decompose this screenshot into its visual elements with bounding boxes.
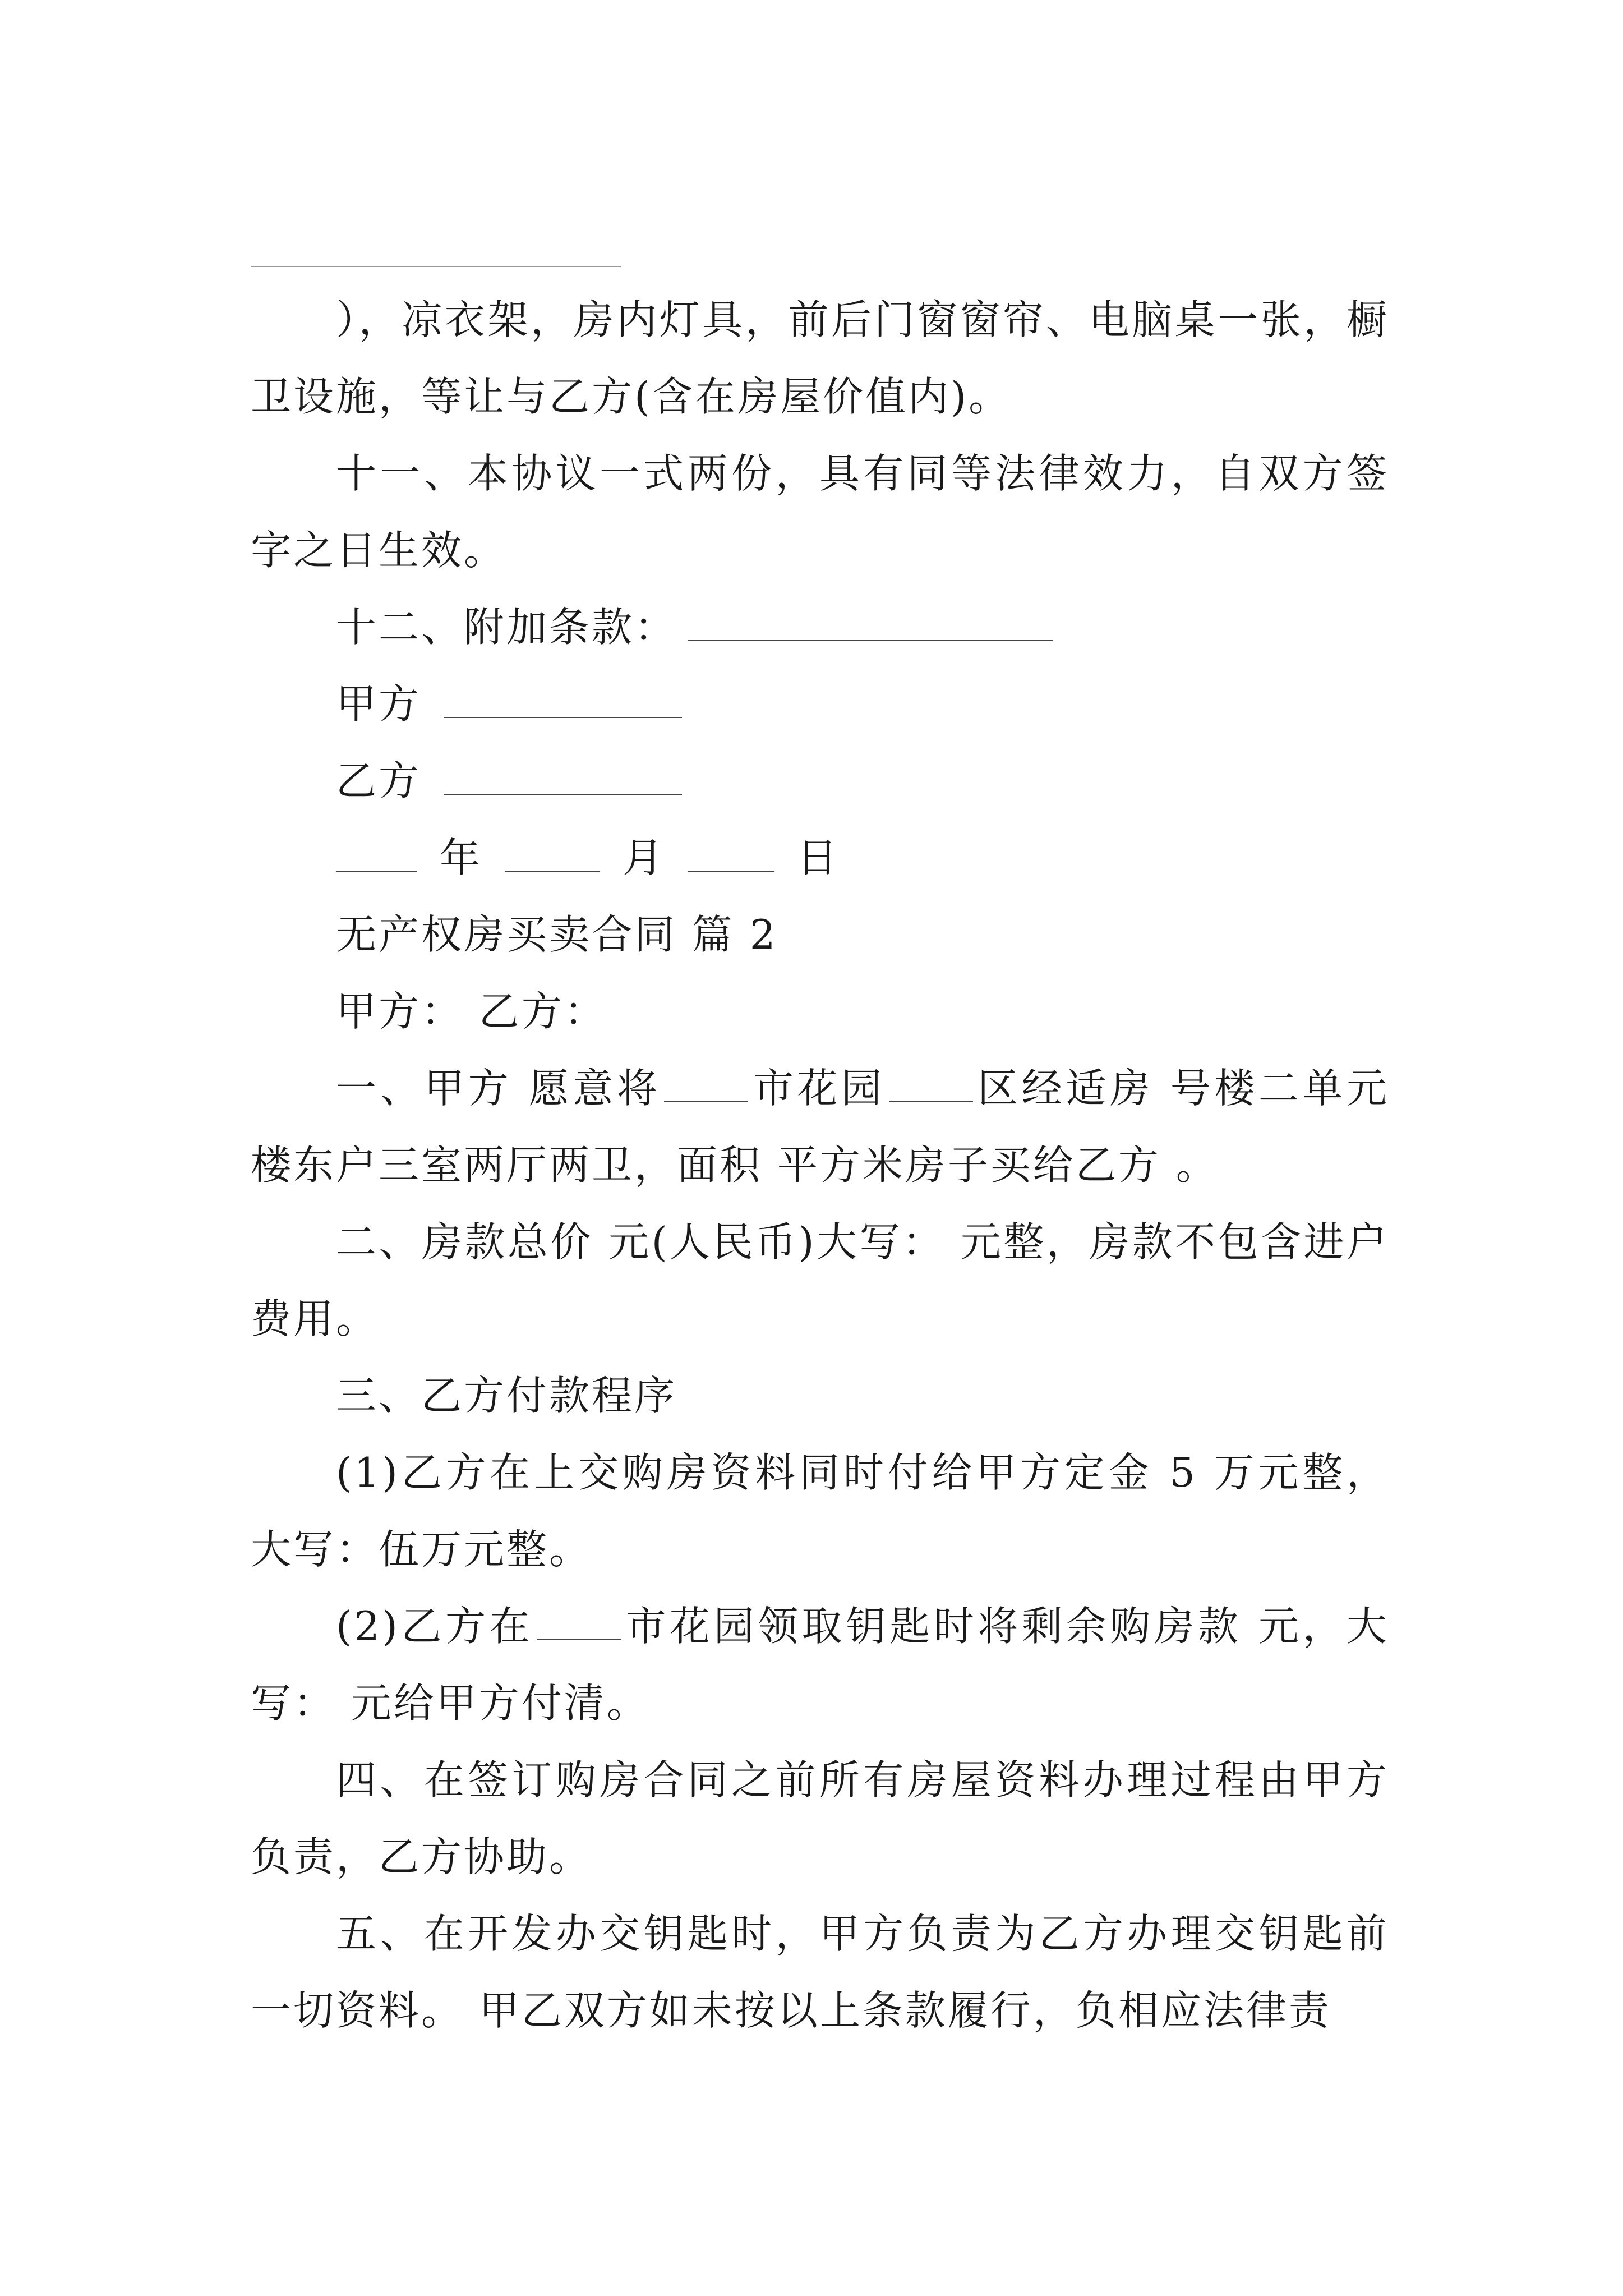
- clause-3-2: [251, 1588, 1389, 1742]
- day-blank: [688, 870, 774, 872]
- clause-1-part2: 市花园: [751, 1065, 886, 1112]
- clause-3-1: [251, 1434, 1389, 1588]
- clause-3-2-part1: (2)乙方在: [336, 1603, 534, 1650]
- clause-2: [251, 1204, 1389, 1358]
- contract-body: [251, 282, 1389, 2049]
- clause-1: [251, 1050, 1389, 1204]
- clause-4-text: 四、在签订购房合同之前所有房屋资料办理过程由甲方负责，乙方协助。: [251, 1756, 1389, 1880]
- clause-12: [251, 589, 1389, 666]
- section-2-title: [251, 896, 1389, 973]
- clause-1-part3: 区经适房 号楼二单元楼东户三室两厅两卫，面积 平方米房子买给乙方 。: [251, 1065, 1389, 1189]
- clause-12-label: 十二、附加条款：: [336, 604, 677, 651]
- clause-5: [251, 1895, 1389, 2049]
- clause-2-text: 二、房款总价 元(人民币)大写： 元整，房款不包含进户费用。: [251, 1218, 1389, 1342]
- district-blank: [889, 1101, 973, 1102]
- party-b-blank: [444, 793, 682, 795]
- clause-11: [251, 435, 1389, 589]
- clause-5-text: 五、在开发办交钥匙时，甲方负责为乙方办理交钥匙前一切资料。 甲乙双方如未按以上条款履行，负相应法律责: [251, 1910, 1389, 2034]
- top-rule-divider: [251, 266, 621, 267]
- city-blank: [664, 1101, 748, 1102]
- clause-1-part1: 一、甲方 愿意将: [336, 1065, 661, 1112]
- continuation-text: ），凉衣架，房内灯具，前后门窗窗帘、电脑桌一张，橱卫设施，等让与乙方(含在房屋价值内)。: [251, 296, 1389, 420]
- clause-4: [251, 1742, 1389, 1895]
- paragraph-continuation: [251, 282, 1389, 435]
- clause-11-text: 十一、本协议一式两份，具有同等法律效力，自双方签字之日生效。: [251, 450, 1389, 574]
- party-a-signature: [251, 666, 1389, 743]
- clause-12-blank: [688, 639, 1053, 641]
- city-blank-2: [537, 1639, 621, 1640]
- month-label: 月: [623, 834, 666, 881]
- day-label: 日: [797, 834, 840, 881]
- parties-line: [251, 973, 1389, 1050]
- party-b-label: 乙方: [336, 757, 422, 804]
- date-line: [251, 820, 1389, 896]
- party-a-label: 甲方: [336, 680, 422, 728]
- year-label: 年: [440, 834, 483, 881]
- clause-3-1-text: (1)乙方在上交购房资料同时付给甲方定金 5 万元整，大写：伍万元整。: [251, 1449, 1389, 1573]
- month-blank: [505, 870, 600, 872]
- party-a-blank: [444, 716, 682, 718]
- parties-line-text: 甲方： 乙方：: [336, 988, 607, 1035]
- clause-3-text: 三、乙方付款程序: [336, 1372, 677, 1419]
- section-2-title-text: 无产权房买卖合同 篇 2: [336, 911, 778, 958]
- party-b-signature: [251, 743, 1389, 820]
- year-blank: [336, 870, 417, 872]
- clause-3-2-part2: 市花园领取钥匙时将剩余购房款 元，大写： 元给甲方付清。: [251, 1603, 1389, 1727]
- clause-3: [251, 1358, 1389, 1434]
